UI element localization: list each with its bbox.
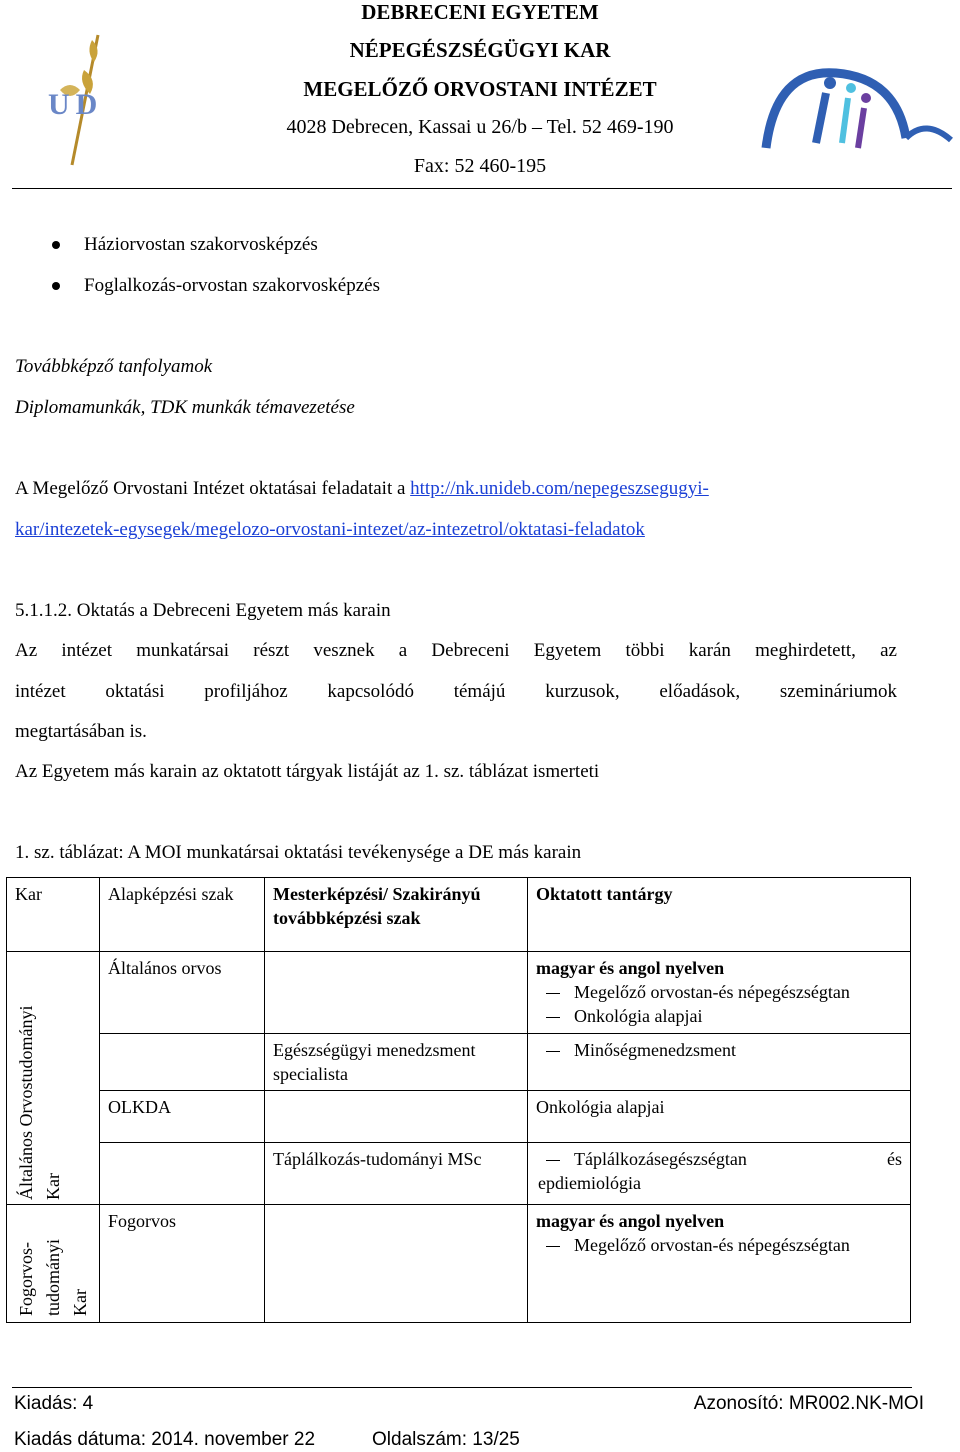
r4-tantargy — [528, 1143, 911, 1205]
list-item — [536, 1147, 902, 1171]
footer-azonosito: Azonosító: MR002.NK-MOI — [693, 1393, 924, 1414]
r5-lang: magyar és angol nyelven — [536, 1211, 725, 1231]
fok-label: Fogorvos-tudományi Kar — [16, 1239, 90, 1316]
faculty-logo-icon — [756, 48, 956, 168]
institute-link-continued[interactable]: kar/intezetek-egysegek/megelozo-orvostani-intezet/az-intezetrol/oktatasi-feladatok — [15, 519, 645, 540]
list-item — [536, 1233, 902, 1257]
dash-icon — [546, 1051, 560, 1052]
footer-rule — [12, 1387, 912, 1388]
bullet-item — [52, 275, 380, 297]
intro-line2 — [15, 509, 897, 550]
list-item — [536, 980, 902, 1004]
footer-oldalszam: Oldalszám: 13/25 — [372, 1429, 520, 1450]
university-logo-letters: UD — [48, 88, 104, 121]
faculty-logo — [756, 48, 956, 168]
bullet-text: Foglalkozás-orvostan szakorvosképzés — [84, 275, 381, 296]
italic-line: Továbbképző tanfolyamok — [15, 356, 213, 377]
header-faculty: NÉPEGÉSZSÉGÜGYI KAR — [349, 38, 611, 62]
bullet-dot-icon — [52, 282, 60, 290]
dash-icon — [546, 1160, 560, 1161]
r2-mester: Egészségügyi menedzsment specialista — [265, 1034, 528, 1091]
r2-tantargy — [528, 1034, 911, 1091]
bullet-item — [52, 234, 318, 256]
courses-table — [6, 877, 911, 1323]
r1-alap: Általános orvos — [100, 952, 265, 1034]
r1-lang: magyar és angol nyelven — [536, 958, 725, 978]
header-address: 4028 Debrecen, Kassai u 26/b – Tel. 52 469-190 — [286, 116, 674, 138]
table-row — [7, 952, 911, 1034]
r5-tantargy — [528, 1205, 911, 1323]
institute-link[interactable]: http://nk.unideb.com/nepegeszsegugyi- — [410, 478, 709, 499]
list-item-text: Táplálkozásegészségtan — [574, 1149, 747, 1169]
r3-alap: OLKDA — [100, 1091, 265, 1143]
footer-kiadas: Kiadás: 4 — [14, 1393, 94, 1414]
header-rule — [12, 188, 952, 189]
table-caption: 1. sz. táblázat: A MOI munkatársai oktatási tevékenysége a DE más karain — [15, 842, 582, 863]
list-item-text: Onkológia alapjai — [574, 1006, 703, 1026]
section-paragraph-2: Az Egyetem más karain az oktatott tárgyak listáját az 1. sz. táblázat ismerteti — [15, 761, 600, 782]
r4-mester: Táplálkozás-tudományi MSc — [265, 1143, 528, 1205]
bullet-text: Háziorvostan szakorvosképzés — [84, 234, 318, 255]
r2-alap — [100, 1034, 265, 1091]
section-heading: 5.1.1.2. Oktatás a Debreceni Egyetem más karain — [15, 600, 391, 621]
section-paragraph-line: Az intézet munkatársai részt vesznek a Debreceni Egyetem többi karán meghirdetett, az — [15, 640, 897, 661]
r3-tantargy: Onkológia alapjai — [528, 1091, 911, 1143]
header-institute: MEGELŐZŐ ORVOSTANI INTÉZET — [303, 77, 657, 101]
list-item-text: és — [887, 1149, 902, 1169]
r3-mester — [265, 1091, 528, 1143]
list-item-text: Minőségmenedzsment — [574, 1040, 736, 1060]
aok-label: Általános Orvostudományi Kar — [16, 1005, 63, 1200]
italic-line: Diplomamunkák, TDK munkák témavezetése — [15, 397, 355, 418]
list-item — [536, 1038, 902, 1062]
r5-mester — [265, 1205, 528, 1323]
table-row — [7, 1205, 911, 1323]
fok-cell — [7, 1205, 100, 1323]
list-item-text: Megelőző orvostan-és népegészségtan — [574, 982, 850, 1002]
r4-alap — [100, 1143, 265, 1205]
r5-alap: Fogorvos — [100, 1205, 265, 1323]
list-item — [536, 1004, 902, 1028]
r1-mester — [265, 952, 528, 1034]
header-fax: Fax: 52 460-195 — [413, 155, 547, 177]
table-header-row — [7, 878, 911, 952]
list-item-continuation: epdiemiológia — [538, 1173, 641, 1193]
header-university: DEBRECENI EGYETEM — [361, 0, 599, 24]
footer-datum: Kiadás dátuma: 2014. november 22 — [14, 1429, 316, 1450]
header-mester: Mesterképzési/ Szakirányú továbbképzési szak — [265, 878, 528, 952]
dash-icon — [546, 1017, 560, 1018]
section-paragraph-line: intézet oktatási profiljához kapcsolódó témájú kurzusok, előadások, szemináriumok — [15, 681, 897, 702]
header-alap: Alapképzési szak — [100, 878, 265, 952]
header-kar: Kar — [7, 878, 100, 952]
dash-icon — [546, 1246, 560, 1247]
intro-line1 — [15, 468, 897, 509]
table-row — [7, 1034, 911, 1091]
section-paragraph-line: megtartásában is. — [15, 721, 147, 742]
intro-text: A Megelőző Orvostani Intézet oktatásai feladatait a — [15, 478, 411, 499]
r1-tantargy — [528, 952, 911, 1034]
bullet-dot-icon — [52, 241, 60, 249]
table-row — [7, 1143, 911, 1205]
aok-cell — [7, 952, 100, 1205]
table-row — [7, 1091, 911, 1143]
header-tantargy: Oktatott tantárgy — [528, 878, 911, 952]
dash-icon — [546, 993, 560, 994]
list-item-text: Megelőző orvostan-és népegészségtan — [574, 1235, 850, 1255]
